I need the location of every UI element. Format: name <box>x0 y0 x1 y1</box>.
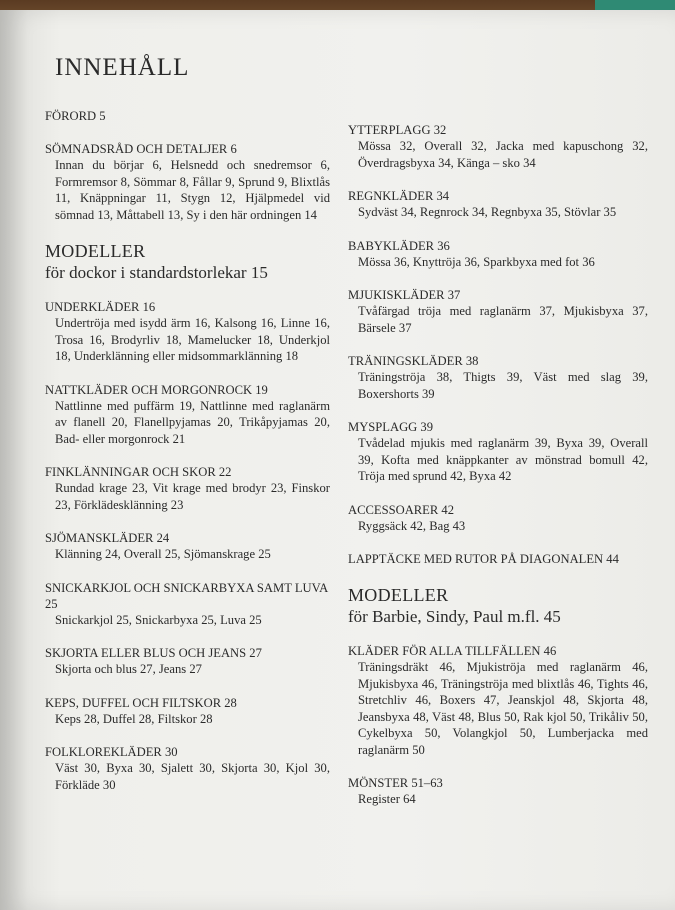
toc-entry-heading: KLÄDER FÖR ALLA TILLFÄLLEN 46 <box>348 644 557 658</box>
toc-entry-heading: KEPS, DUFFEL OCH FILTSKOR 28 <box>45 695 237 710</box>
toc-entry-items: Innan du börjar 6, Helsnedd och snedremsor 6, Formremsor 8, Sömmar 8, Fållar 9, Sprund 9, Blixtlås 11, Knäppningar 11, Stygn 12, Hjälpmedel vid sömnad 13, Måttabell 13, Sy i den här ordningen 14 <box>55 158 330 222</box>
toc-entry-heading: TRÄNINGSKLÄDER 38 <box>348 354 479 368</box>
left-entries-a <box>45 108 330 223</box>
toc-entry <box>348 551 648 567</box>
toc-entry-heading: FOLKLOREKLÄDER 30 <box>45 745 178 759</box>
toc-entry-heading: MJUKISKLÄDER 37 <box>348 288 461 302</box>
section-title: MODELLER <box>45 241 146 261</box>
section-title: MODELLER <box>348 585 449 605</box>
section-subtitle: för Barbie, Sindy, Paul m.fl. 45 <box>348 607 561 626</box>
toc-entry <box>348 419 648 485</box>
toc-entry-heading: NATTKLÄDER OCH MORGONROCK 19 <box>45 382 268 397</box>
toc-entry-heading: ACCESSOARER 42 <box>348 502 455 517</box>
toc-entry <box>45 382 330 448</box>
toc-entry-items: Skjorta och blus 27, Jeans 27 <box>55 662 202 676</box>
toc-entry-items: Undertröja med isydd ärm 16, Kalsong 16, Linne 16, Trosa 16, Brodyrliv 18, Mamelucker 18, Underkjol 18, Underklänning eller midsommarklänning 18 <box>55 316 330 363</box>
toc-entry-items: Mössa 32, Overall 32, Jacka med kapuschong 32, Överdragsbyxa 34, Känga – sko 34 <box>358 139 648 170</box>
toc-entry <box>45 108 330 124</box>
toc-entry-items: Mössa 36, Knyttröja 36, Sparkbyxa med fot 36 <box>358 254 595 269</box>
toc-entry-items: Register 64 <box>358 792 416 806</box>
toc-entry-heading: SKJORTA ELLER BLUS OCH JEANS 27 <box>45 646 262 660</box>
toc-entry-heading: FINKLÄNNINGAR OCH SKOR 22 <box>45 465 232 479</box>
toc-entry-items: Snickarkjol 25, Snickarbyxa 25, Luva 25 <box>55 612 262 627</box>
right-entries-b <box>348 643 648 808</box>
book-page <box>0 10 675 910</box>
toc-entry <box>45 299 330 365</box>
toc-entry <box>45 580 330 629</box>
toc-entry <box>45 141 330 223</box>
toc-entry <box>348 353 648 402</box>
toc-entry-items: Nattlinne med puffärm 19, Nattlinne med raglanärm av flanell 20, Flanellpyjamas 20, Trikåpyjamas 20, Bad- eller morgonrock 21 <box>55 398 330 446</box>
toc-entry-items: Väst 30, Byxa 30, Sjalett 30, Skjorta 30, Kjol 30, Förkläde 30 <box>55 761 330 792</box>
toc-entry-items: Keps 28, Duffel 28, Filtskor 28 <box>55 711 213 726</box>
toc-entry-items: Tvåfärgad tröja med raglanärm 37, Mjukisbyxa 37, Bärsele 37 <box>358 304 648 335</box>
left-entries-b <box>45 299 330 793</box>
toc-entry <box>348 643 648 758</box>
toc-entry <box>45 464 330 513</box>
toc-entry-items: Ryggsäck 42, Bag 43 <box>358 518 466 533</box>
toc-entry-heading: MYSPLAGG 39 <box>348 420 434 434</box>
toc-entry-heading: YTTERPLAGG 32 <box>348 123 447 137</box>
toc-entry <box>45 744 330 793</box>
toc-entry <box>348 238 648 271</box>
toc-entry <box>348 287 648 336</box>
toc-entry <box>348 502 648 535</box>
toc-entry <box>45 695 330 728</box>
toc-entry-heading: MÖNSTER 51–63 <box>348 776 443 790</box>
toc-entry-items: Rundad krage 23, Vit krage med brodyr 23, Finskor 23, Förklädesklänning 23 <box>55 481 330 512</box>
toc-entry <box>45 645 330 678</box>
toc-entry-items: Klänning 24, Overall 25, Sjömanskrage 25 <box>55 547 271 561</box>
toc-entry-heading: REGNKLÄDER 34 <box>348 189 450 203</box>
right-entries-a <box>348 122 648 567</box>
toc-entry-items: Tvådelad mjukis med raglanärm 39, Byxa 39, Overall 39, Kofta med knäppkanter av mönstrad bomull 42, Tröja med sprund 42, Byxa 42 <box>358 436 648 483</box>
toc-entry <box>348 122 648 171</box>
toc-entry-heading: SJÖMANSKLÄDER 24 <box>45 531 170 545</box>
toc-entry-items: Sydväst 34, Regnrock 34, Regnbyxa 35, Stövlar 35 <box>358 205 617 219</box>
toc-entry-heading: SNICKARKJOL OCH SNICKARBYXA SAMT LUVA 25 <box>45 580 328 611</box>
right-column <box>348 122 648 825</box>
section-subtitle: för dockor i standardstorlekar 15 <box>45 263 268 282</box>
toc-entry-heading: BABYKLÄDER 36 <box>348 238 450 253</box>
toc-entry-items: Träningsdräkt 46, Mjukiströja med raglanärm 46, Mjukisbyxa 46, Träningströja med blixtlås 46, Tights 46, Stretchliv 46, Boxers 47, Jeanskjol 48, Skjorta 48, Jeansbyxa 48, Väst 48, Blus 50, Rak kjol 50, Trikåliv 50, Cykelbyxa 50, Volangkjol 50, Lumberjacka med raglanärm 50 <box>358 660 648 757</box>
toc-entry <box>45 530 330 563</box>
toc-entry-heading: FÖRORD 5 <box>45 109 106 123</box>
section-heading-dolls <box>45 241 330 283</box>
toc-entry-heading: SÖMNADSRÅD OCH DETALJER 6 <box>45 142 237 156</box>
toc-entry <box>348 775 648 808</box>
toc-entry-heading: UNDERKLÄDER 16 <box>45 300 156 314</box>
toc-entry-heading: LAPPTÄCKE MED RUTOR PÅ DIAGONALEN 44 <box>348 552 619 566</box>
toc-entry-items: Träningströja 38, Thigts 39, Väst med slag 39, Boxershorts 39 <box>358 370 648 401</box>
page-title: INNEHÅLL <box>55 54 190 81</box>
section-heading-barbie <box>348 585 648 627</box>
left-column <box>45 108 330 810</box>
toc-entry <box>348 188 648 221</box>
